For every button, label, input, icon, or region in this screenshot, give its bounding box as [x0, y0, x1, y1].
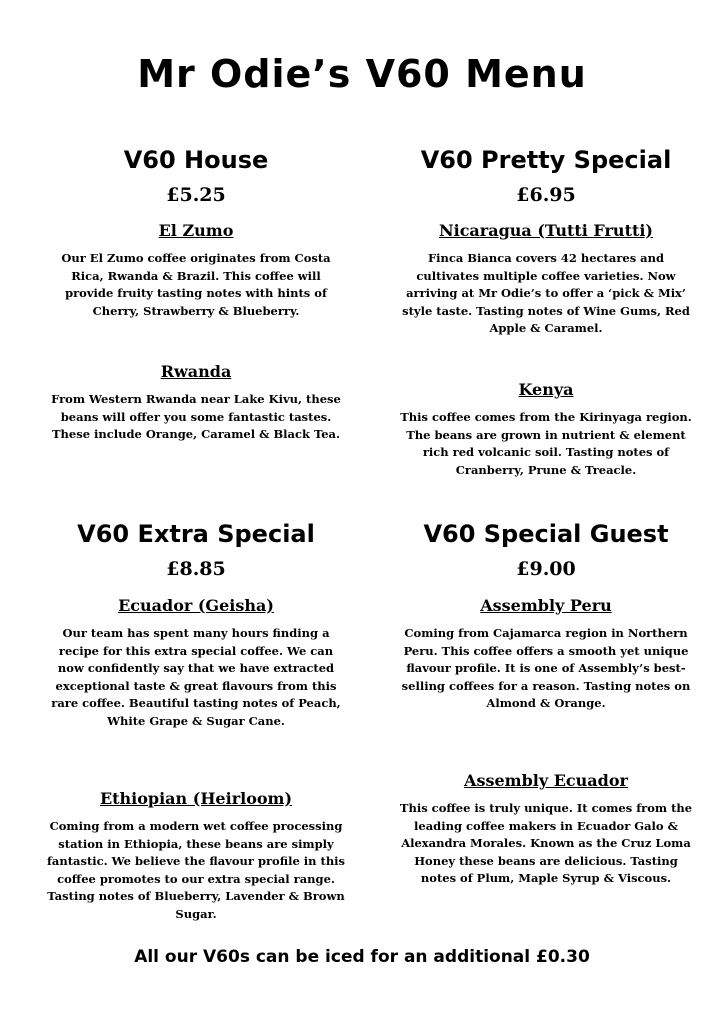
- coffee-name: Nicaragua (Tutti Frutti): [438, 221, 653, 240]
- menu-title: Mr Odie’s V60 Menu: [137, 52, 587, 96]
- coffee-name: Ecuador (Geisha): [118, 596, 274, 615]
- coffee-name: Assembly Ecuador: [464, 771, 628, 790]
- coffee-description: Finca Bianca covers 42 hectares and cultivates multiple coffee varieties. Now arriving at Mr Odie’s to offer a ‘pick & Mix’ style taste. Tasting notes of Wine Gums, Red Apple & Caramel.: [402, 251, 690, 335]
- section-price: £9.00: [516, 558, 576, 580]
- coffee-name: Rwanda: [160, 362, 232, 381]
- section-v60-special-guest: [396, 519, 696, 581]
- coffee-item: [396, 380, 696, 479]
- coffee-item: [396, 596, 696, 713]
- coffee-description: Our team has spent many hours finding a recipe for this extra special coffee. We can now confidently say that we have extracted exceptional taste & great flavours from this rare coffee. Beautiful tasting notes of Peach, White Grape & Sugar Cane.: [51, 626, 341, 728]
- section-v60-pretty-special: [396, 145, 696, 207]
- coffee-name: Kenya: [518, 380, 574, 399]
- coffee-description: This coffee is truly unique. It comes from the leading coffee makers in Ecuador Galo & Alexandra Morales. Known as the Cruz Loma Honey these beans are delicious. Tasting notes of Plum, Maple Syrup & Viscous.: [399, 801, 693, 885]
- section-v60-extra-special: [46, 519, 346, 581]
- coffee-name: El Zumo: [158, 221, 234, 240]
- section-title: V60 Extra Special: [77, 520, 315, 548]
- coffee-item: [46, 789, 346, 923]
- section-title: V60 Pretty Special: [420, 146, 672, 174]
- section-v60-house: [46, 145, 346, 207]
- coffee-description: This coffee comes from the Kirinyaga region. The beans are grown in nutrient & element rich red volcanic soil. Tasting notes of Cranberry, Prune & Treacle.: [400, 410, 692, 477]
- coffee-item: [396, 221, 696, 338]
- coffee-item: [396, 771, 696, 888]
- section-price: £6.95: [516, 184, 576, 206]
- coffee-description: Coming from Cajamarca region in Northern Peru. This coffee offers a smooth yet unique flavour profile. It is one of Assembly’s best-selling coffees for a reason. Tasting notes on Almond & Orange.: [401, 626, 691, 710]
- iced-note: All our V60s can be iced for an additional £0.30: [134, 947, 590, 967]
- coffee-item: [46, 221, 346, 320]
- coffee-item: [46, 596, 346, 730]
- coffee-item: [46, 362, 346, 444]
- section-price: £8.85: [166, 558, 226, 580]
- section-title: V60 House: [123, 146, 269, 174]
- section-title: V60 Special Guest: [423, 520, 669, 548]
- coffee-name: Ethiopian (Heirloom): [99, 789, 293, 808]
- coffee-name: Assembly Peru: [480, 596, 612, 615]
- coffee-description: Coming from a modern wet coffee processing station in Ethiopia, these beans are simply fantastic. We believe the flavour profile in this coffee promotes to our extra special range. Tasting notes of Blueberry, Lavender & Brown Sugar.: [46, 819, 346, 921]
- coffee-description: Our El Zumo coffee originates from Costa Rica, Rwanda & Brazil. This coffee will provide fruity tasting notes with hints of Cherry, Strawberry & Blueberry.: [61, 251, 331, 318]
- section-price: £5.25: [166, 184, 226, 206]
- coffee-description: From Western Rwanda near Lake Kivu, these beans will offer you some fantastic tastes. These include Orange, Caramel & Black Tea.: [51, 392, 341, 441]
